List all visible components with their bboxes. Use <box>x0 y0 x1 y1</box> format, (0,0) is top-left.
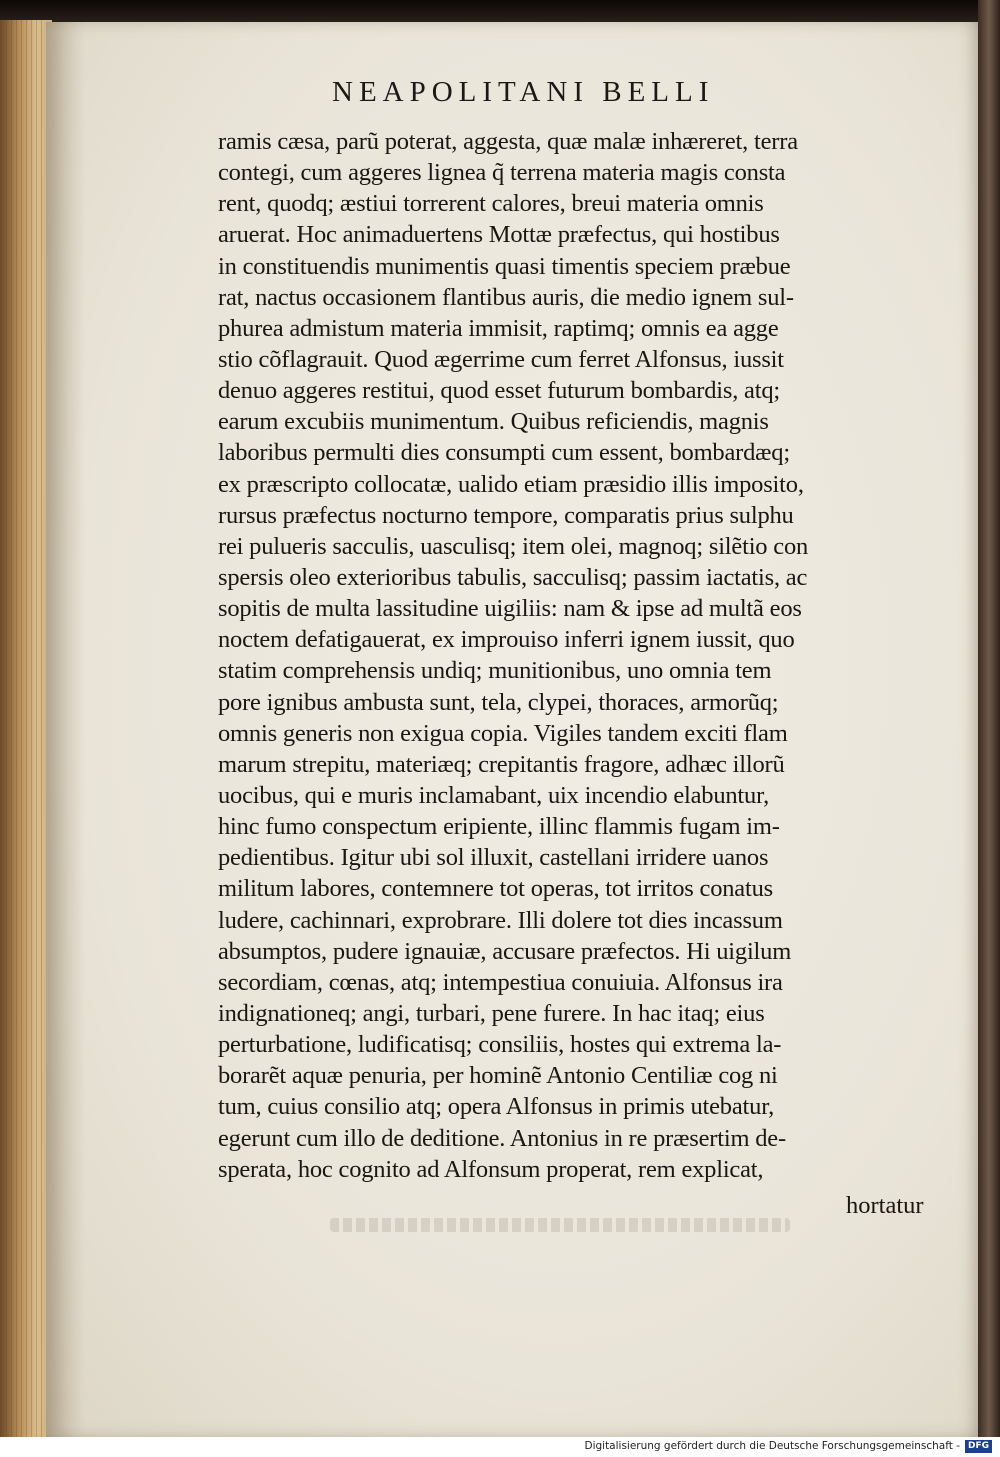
text-line: in constituendis munimentis quasi timentis speciem præbue <box>218 252 791 280</box>
text-line: omnis generis non exigua copia. Vigiles tandem exciti flam <box>218 719 788 747</box>
dfg-logo: DFG <box>965 1440 992 1453</box>
digitization-footer <box>0 1437 1000 1457</box>
text-line: earum excubiis munimentum. Quibus reficiendis, magnis <box>218 408 769 436</box>
text-line: sperata, hoc cognito ad Alfonsum properat, rem explicat, <box>218 1155 764 1183</box>
body-text <box>218 126 958 1185</box>
text-line: militum labores, contemnere tot operas, tot irritos conatus <box>218 875 773 903</box>
gutter-shadow <box>46 22 86 1437</box>
text-line: spersis oleo exterioribus tabulis, sacculisq; passim iactatis, ac <box>218 563 808 591</box>
text-line: pedientibus. Igitur ubi sol illuxit, castellani irridere uanos <box>218 844 769 872</box>
text-line: ludere, cachinnari, exprobrare. Illi dolere tot dies incassum <box>218 906 783 934</box>
text-line: stio cõflagrauit. Quod ægerrime cum ferret Alfonsus, iussit <box>218 345 784 373</box>
text-line: tum, cuius consilio atq; opera Alfonsus in primis utebatur, <box>218 1093 775 1121</box>
book-cover-edge <box>978 0 1000 1437</box>
funding-credit: Digitalisierung gefördert durch die Deutsche Forschungsgemeinschaft - <box>584 1440 960 1452</box>
text-line: noctem defatigauerat, ex improuiso inferri ignem iussit, quo <box>218 626 795 654</box>
text-line: secordiam, cœnas, atq; intempestiua conuiuia. Alfonsus ira <box>218 968 783 996</box>
text-line: absumptos, pudere ignauiæ, accusare præfectos. Hi uigilum <box>218 937 792 965</box>
text-line: marum strepitu, materiæq; crepitantis fragore, adhæc illorũ <box>218 750 785 778</box>
text-line: contegi, cum aggeres lignea q̃ terrena materia magis consta <box>218 159 786 187</box>
catchword: hortatur <box>846 1192 924 1219</box>
text-line: rat, nactus occasionem flantibus auris, die medio ignem sul- <box>218 283 794 311</box>
text-line: rursus præfectus nocturno tempore, comparatis prius sulphu <box>218 501 794 529</box>
text-line: ramis cæsa, parũ poterat, aggesta, quæ malæ inhæreret, terra <box>218 128 798 155</box>
text-line: indignationeq; angi, turbari, pene furere. In hac itaq; eius <box>218 999 765 1027</box>
text-line: aruerat. Hoc animaduertens Mottæ præfectus, qui hostibus <box>218 221 780 249</box>
text-line: rent, quodq; æstiui torrerent calores, breui materia omnis <box>218 190 764 218</box>
text-line: borarẽt aquæ penuria, per hominẽ Antonio Centiliæ cog ni <box>218 1062 778 1090</box>
text-line: denuo aggeres restitui, quod esset futurum bombardis, atq; <box>218 377 780 405</box>
scan-background-top <box>0 0 1000 24</box>
text-line: phurea admistum materia immisit, raptimq; omnis ea agge <box>218 314 779 342</box>
page-edge-texture <box>6 20 46 1437</box>
text-line: laboribus permulti dies consumpti cum essent, bombardæq; <box>218 439 790 467</box>
text-line: egerunt cum illo de deditione. Antonius in re præsertim de- <box>218 1124 786 1152</box>
text-line: sopitis de multa lassitudine uigiliis: nam & ipse ad multã eos <box>218 595 802 623</box>
running-head: NEAPOLITANI BELLI <box>332 76 715 108</box>
bleed-through-marks <box>330 1218 790 1232</box>
text-line: perturbatione, ludificatisq; consiliis, hostes qui extrema la- <box>218 1031 782 1059</box>
text-line: pore ignibus ambusta sunt, tela, clypei, thoraces, armorũq; <box>218 688 779 716</box>
text-line: uocibus, qui e muris inclamabant, uix incendio elabuntur, <box>218 781 769 809</box>
text-line: statim comprehensis undiq; munitionibus, uno omnia tem <box>218 657 772 685</box>
text-line: ex præscripto collocatæ, ualido etiam præsidio illis imposito, <box>218 470 804 498</box>
text-line: hinc fumo conspectum eripiente, illinc flammis fugam im- <box>218 813 780 841</box>
text-line: rei pulueris sacculis, uasculisq; item olei, magnoq; silẽtio con <box>218 532 809 560</box>
